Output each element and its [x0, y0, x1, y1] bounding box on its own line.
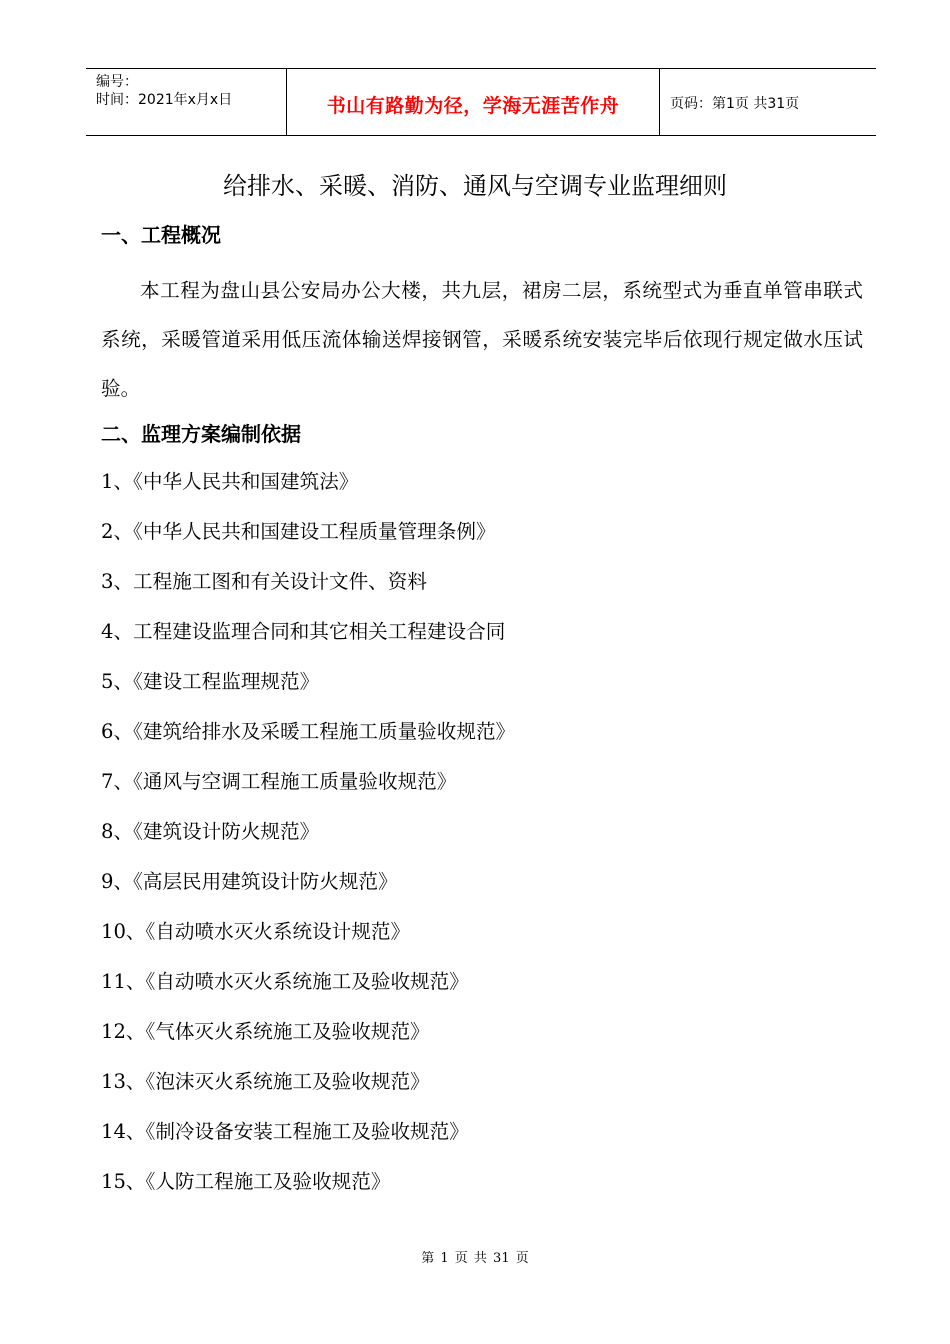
document-title: 给排水、采暖、消防、通风与空调专业监理细则: [223, 172, 727, 200]
list-item: 10、《自动喷水灭火系统设计规范》: [101, 920, 411, 943]
list-item: 9、《高层民用建筑设计防火规范》: [101, 870, 398, 893]
section-heading-overview: 一、工程概况: [101, 223, 221, 247]
list-item: 4、工程建设监理合同和其它相关工程建设合同: [101, 620, 506, 643]
serial-number-label: 编号：: [96, 74, 138, 90]
overview-paragraph: 本工程为盘山县公安局办公大楼，共九层，裙房二层，系统型式为垂直单管串联式系统，采暖管道采用低压流体输送焊接钢管，采暖系统安装完毕后依现行规定做水压试验。: [101, 279, 863, 400]
header-page-info: 页码：第1页 共31页: [670, 96, 800, 112]
motto-text: 书山有路勤为径，学海无涯苦作舟: [326, 94, 620, 117]
list-item: 3、工程施工图和有关设计文件、资料: [101, 570, 427, 593]
list-item: 8、《建筑设计防火规范》: [101, 820, 320, 843]
section-heading-basis: 二、监理方案编制依据: [101, 422, 301, 446]
header-page-cell: [660, 69, 876, 135]
list-item: 7、《通风与空调工程施工质量验收规范》: [101, 770, 457, 793]
list-item: 12、《气体灭火系统施工及验收规范》: [101, 1020, 430, 1043]
date-label: 时间：2021年x月x日: [96, 92, 233, 108]
list-item: 2、《中华人民共和国建设工程质量管理条例》: [101, 520, 496, 543]
header-motto-cell: [287, 69, 660, 135]
header-meta-cell: [86, 69, 287, 135]
list-item: 6、《建筑给排水及采暖工程施工质量验收规范》: [101, 720, 516, 743]
list-item: 1、《中华人民共和国建筑法》: [101, 470, 359, 493]
list-item: 15、《人防工程施工及验收规范》: [101, 1170, 391, 1193]
list-item: 11、《自动喷水灭火系统施工及验收规范》: [101, 970, 469, 993]
reference-list: [101, 462, 515, 1212]
list-item: 14、《制冷设备安装工程施工及验收规范》: [101, 1120, 469, 1143]
list-item: 5、《建设工程监理规范》: [101, 670, 320, 693]
list-item: 13、《泡沫灭火系统施工及验收规范》: [101, 1070, 430, 1093]
page-footer: 第 1 页 共 31 页: [421, 1251, 529, 1266]
page-header: [86, 68, 876, 136]
